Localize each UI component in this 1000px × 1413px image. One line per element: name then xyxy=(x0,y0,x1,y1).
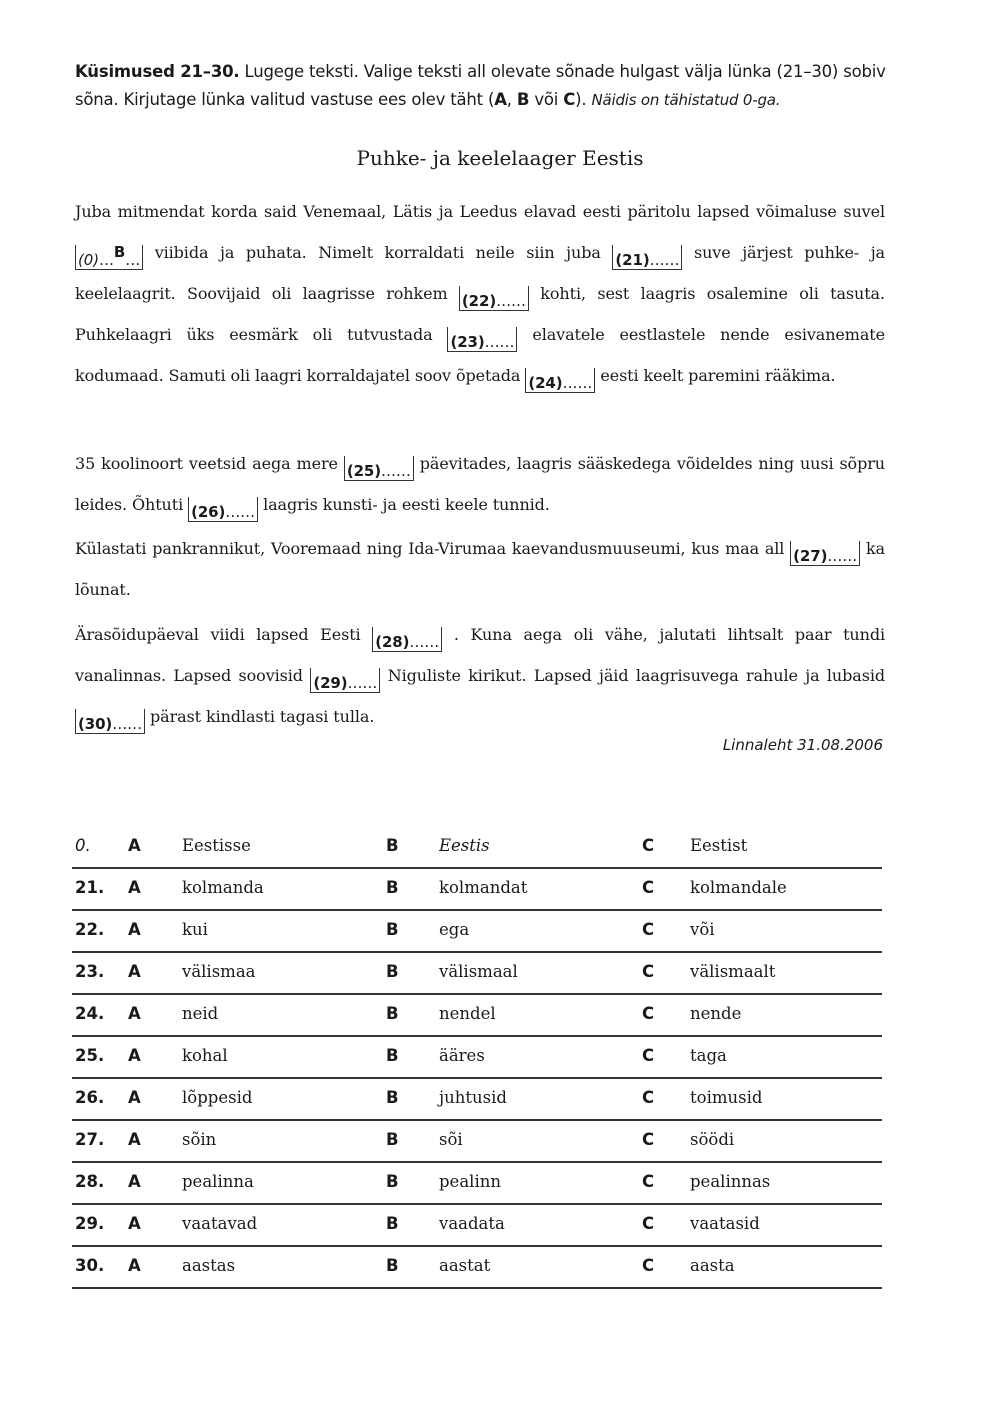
question-number: 29. xyxy=(75,1214,105,1233)
option-b[interactable]: pealinn xyxy=(439,1172,501,1191)
source-citation: Linnaleht 31.08.2006 xyxy=(722,736,883,754)
paragraph-3: Külastati pankrannikut, Vooremaad ning Ida-Virumaa kaevandusmuuseumi, kus maa all (27)…… ka lõunat. xyxy=(75,539,885,599)
option-b[interactable]: vaadata xyxy=(439,1214,505,1233)
option-c-letter: C xyxy=(642,1172,655,1191)
question-number: 23. xyxy=(75,962,105,981)
option-b-letter: B xyxy=(386,1172,399,1191)
option-a[interactable]: kolmanda xyxy=(182,878,264,897)
text-title: Puhke- ja keelelaager Eestis xyxy=(356,146,644,170)
option-a[interactable]: aastas xyxy=(182,1256,236,1275)
option-c-letter: C xyxy=(642,1088,655,1107)
option-a[interactable]: pealinna xyxy=(182,1172,254,1191)
option-c: Eestist xyxy=(690,836,748,855)
option-b-letter: B xyxy=(386,962,399,981)
option-c-letter: C xyxy=(642,878,655,897)
option-c-letter: C xyxy=(642,920,655,939)
option-a[interactable]: kui xyxy=(182,920,208,939)
option-row-30 xyxy=(72,1248,882,1289)
option-b-letter: B xyxy=(386,1088,399,1107)
option-b[interactable]: ääres xyxy=(439,1046,485,1065)
instructions-heading: Küsimused 21–30. xyxy=(75,62,240,81)
option-a-letter: A xyxy=(128,1046,141,1065)
option-row-24 xyxy=(72,996,882,1037)
option-c-letter: C xyxy=(642,1004,655,1023)
option-a[interactable]: neid xyxy=(182,1004,219,1023)
option-a-letter: A xyxy=(128,1172,141,1191)
option-a-letter: A xyxy=(128,836,141,855)
option-row-28 xyxy=(72,1164,882,1205)
option-c[interactable]: vaatasid xyxy=(690,1214,760,1233)
option-a-letter: A xyxy=(128,920,141,939)
option-c-letter: C xyxy=(642,836,655,855)
question-number: 28. xyxy=(75,1172,105,1191)
option-a[interactable]: kohal xyxy=(182,1046,228,1065)
question-number: 27. xyxy=(75,1130,105,1149)
gap-29[interactable]: (29)…… xyxy=(310,668,380,693)
option-a-letter: A xyxy=(128,1088,141,1107)
option-b[interactable]: sõi xyxy=(439,1130,463,1149)
option-b-letter: B xyxy=(386,1130,399,1149)
option-a-letter: A xyxy=(128,1004,141,1023)
option-c-letter: C xyxy=(642,1130,655,1149)
option-b[interactable]: nendel xyxy=(439,1004,496,1023)
option-b-letter: B xyxy=(386,878,399,897)
paragraph-4: Ärasõidupäeval viidi lapsed Eesti (28)…… . Kuna aega oli vähe, jalutati lihtsalt paar tundi vanalinnas. Lapsed soovisid (29)…… Niguliste kirikut. Lapsed jäid laagrisuvega rahule ja lubasid (30)…… pärast kindlasti tagasi tulla. xyxy=(75,625,885,733)
option-c[interactable]: taga xyxy=(690,1046,727,1065)
option-b-letter: B xyxy=(386,920,399,939)
option-c-letter: C xyxy=(642,1256,655,1275)
option-b-letter: B xyxy=(386,1256,399,1275)
option-c[interactable]: nende xyxy=(690,1004,742,1023)
gap-22[interactable]: (22)…… xyxy=(459,286,529,311)
option-c[interactable]: söödi xyxy=(690,1130,735,1149)
example-option-row xyxy=(72,828,882,869)
option-b-letter: B xyxy=(386,1214,399,1233)
option-c[interactable]: kolmandale xyxy=(690,878,787,897)
option-a[interactable]: vaatavad xyxy=(182,1214,258,1233)
paragraph-2: 35 koolinoort veetsid aega mere (25)…… päevitades, laagris sääskedega võideldes ning uusi sõpru leides. Õhtuti (26)…… laagris kunsti- ja eesti keele tunnid. xyxy=(75,454,885,521)
question-number: 24. xyxy=(75,1004,105,1023)
options-table xyxy=(72,828,882,1290)
option-b[interactable]: juhtusid xyxy=(439,1088,507,1107)
question-number: 25. xyxy=(75,1046,105,1065)
option-a: Eestisse xyxy=(182,836,251,855)
option-row-22 xyxy=(72,912,882,953)
option-b[interactable]: välismaal xyxy=(439,962,518,981)
option-a[interactable]: sõin xyxy=(182,1130,217,1149)
option-row-23 xyxy=(72,954,882,995)
option-c[interactable]: pealinnas xyxy=(690,1172,771,1191)
option-a[interactable]: lõppesid xyxy=(182,1088,253,1107)
option-c[interactable]: toimusid xyxy=(690,1088,763,1107)
option-b[interactable]: ega xyxy=(439,920,470,939)
gap-25[interactable]: (25)…… xyxy=(344,456,414,481)
option-row-21 xyxy=(72,870,882,911)
option-b-letter: B xyxy=(386,1004,399,1023)
option-a-letter: A xyxy=(128,878,141,897)
question-number: 26. xyxy=(75,1088,105,1107)
option-b: Eestis xyxy=(439,836,490,855)
option-b-letter: B xyxy=(386,836,399,855)
example-note: Näidis on tähistatud 0-ga. xyxy=(591,91,781,109)
question-number: 0. xyxy=(75,836,91,855)
instructions: Küsimused 21–30. Lugege teksti. Valige teksti all olevate sõnade hulgast välja lünka (21–30) sobiv sõna. Kirjutage lünka valitud vastuse ees olev täht (A, B või C). Näidis on tähistatud 0-ga. xyxy=(75,62,886,109)
gap-27[interactable]: (27)…… xyxy=(790,541,860,566)
option-row-25 xyxy=(72,1038,882,1079)
option-b[interactable]: kolmandat xyxy=(439,878,528,897)
gap-23[interactable]: (23)…… xyxy=(447,327,517,352)
option-c[interactable]: või xyxy=(690,920,715,939)
question-number: 21. xyxy=(75,878,105,897)
option-row-26 xyxy=(72,1080,882,1121)
example-gap-0: (0)…B… xyxy=(75,245,143,270)
option-b[interactable]: aastat xyxy=(439,1256,491,1275)
option-c-letter: C xyxy=(642,1214,655,1233)
option-c-letter: C xyxy=(642,962,655,981)
paragraph-1: Juba mitmendat korda said Venemaal, Lätis ja Leedus elavad eesti päritolu lapsed võimaluse suvel (0)…B… viibida ja puhata. Nimelt korraldati neile siin juba (21)…… suve järjest puhke- ja keelelaagrit. Soovijaid oli laagrisse rohkem (22)…… kohti, sest laagris osalemine oli tasuta. Puhkelaagri üks eesmärk oli tutvustada (23)…… elavatele eestlastele nende esivanemate kodumaad. Samuti oli laagri korraldajatel soov õpetada (24)…… eesti keelt paremini rääkima. xyxy=(75,202,885,392)
gap-30[interactable]: (30)…… xyxy=(75,709,145,734)
question-number: 30. xyxy=(75,1256,105,1275)
option-row-29 xyxy=(72,1206,882,1247)
option-row-27 xyxy=(72,1122,882,1163)
gap-21[interactable]: (21)…… xyxy=(612,245,682,270)
option-a-letter: A xyxy=(128,1130,141,1149)
gap-24[interactable]: (24)…… xyxy=(525,368,595,393)
question-number: 22. xyxy=(75,920,105,939)
gap-26[interactable]: (26)…… xyxy=(188,497,258,522)
option-a-letter: A xyxy=(128,1256,141,1275)
option-c-letter: C xyxy=(642,1046,655,1065)
option-b-letter: B xyxy=(386,1046,399,1065)
option-a-letter: A xyxy=(128,1214,141,1233)
option-a-letter: A xyxy=(128,962,141,981)
option-c[interactable]: välismaalt xyxy=(690,962,776,981)
gap-28[interactable]: (28)…… xyxy=(372,627,442,652)
option-a[interactable]: välismaa xyxy=(182,962,256,981)
option-c[interactable]: aasta xyxy=(690,1256,735,1275)
